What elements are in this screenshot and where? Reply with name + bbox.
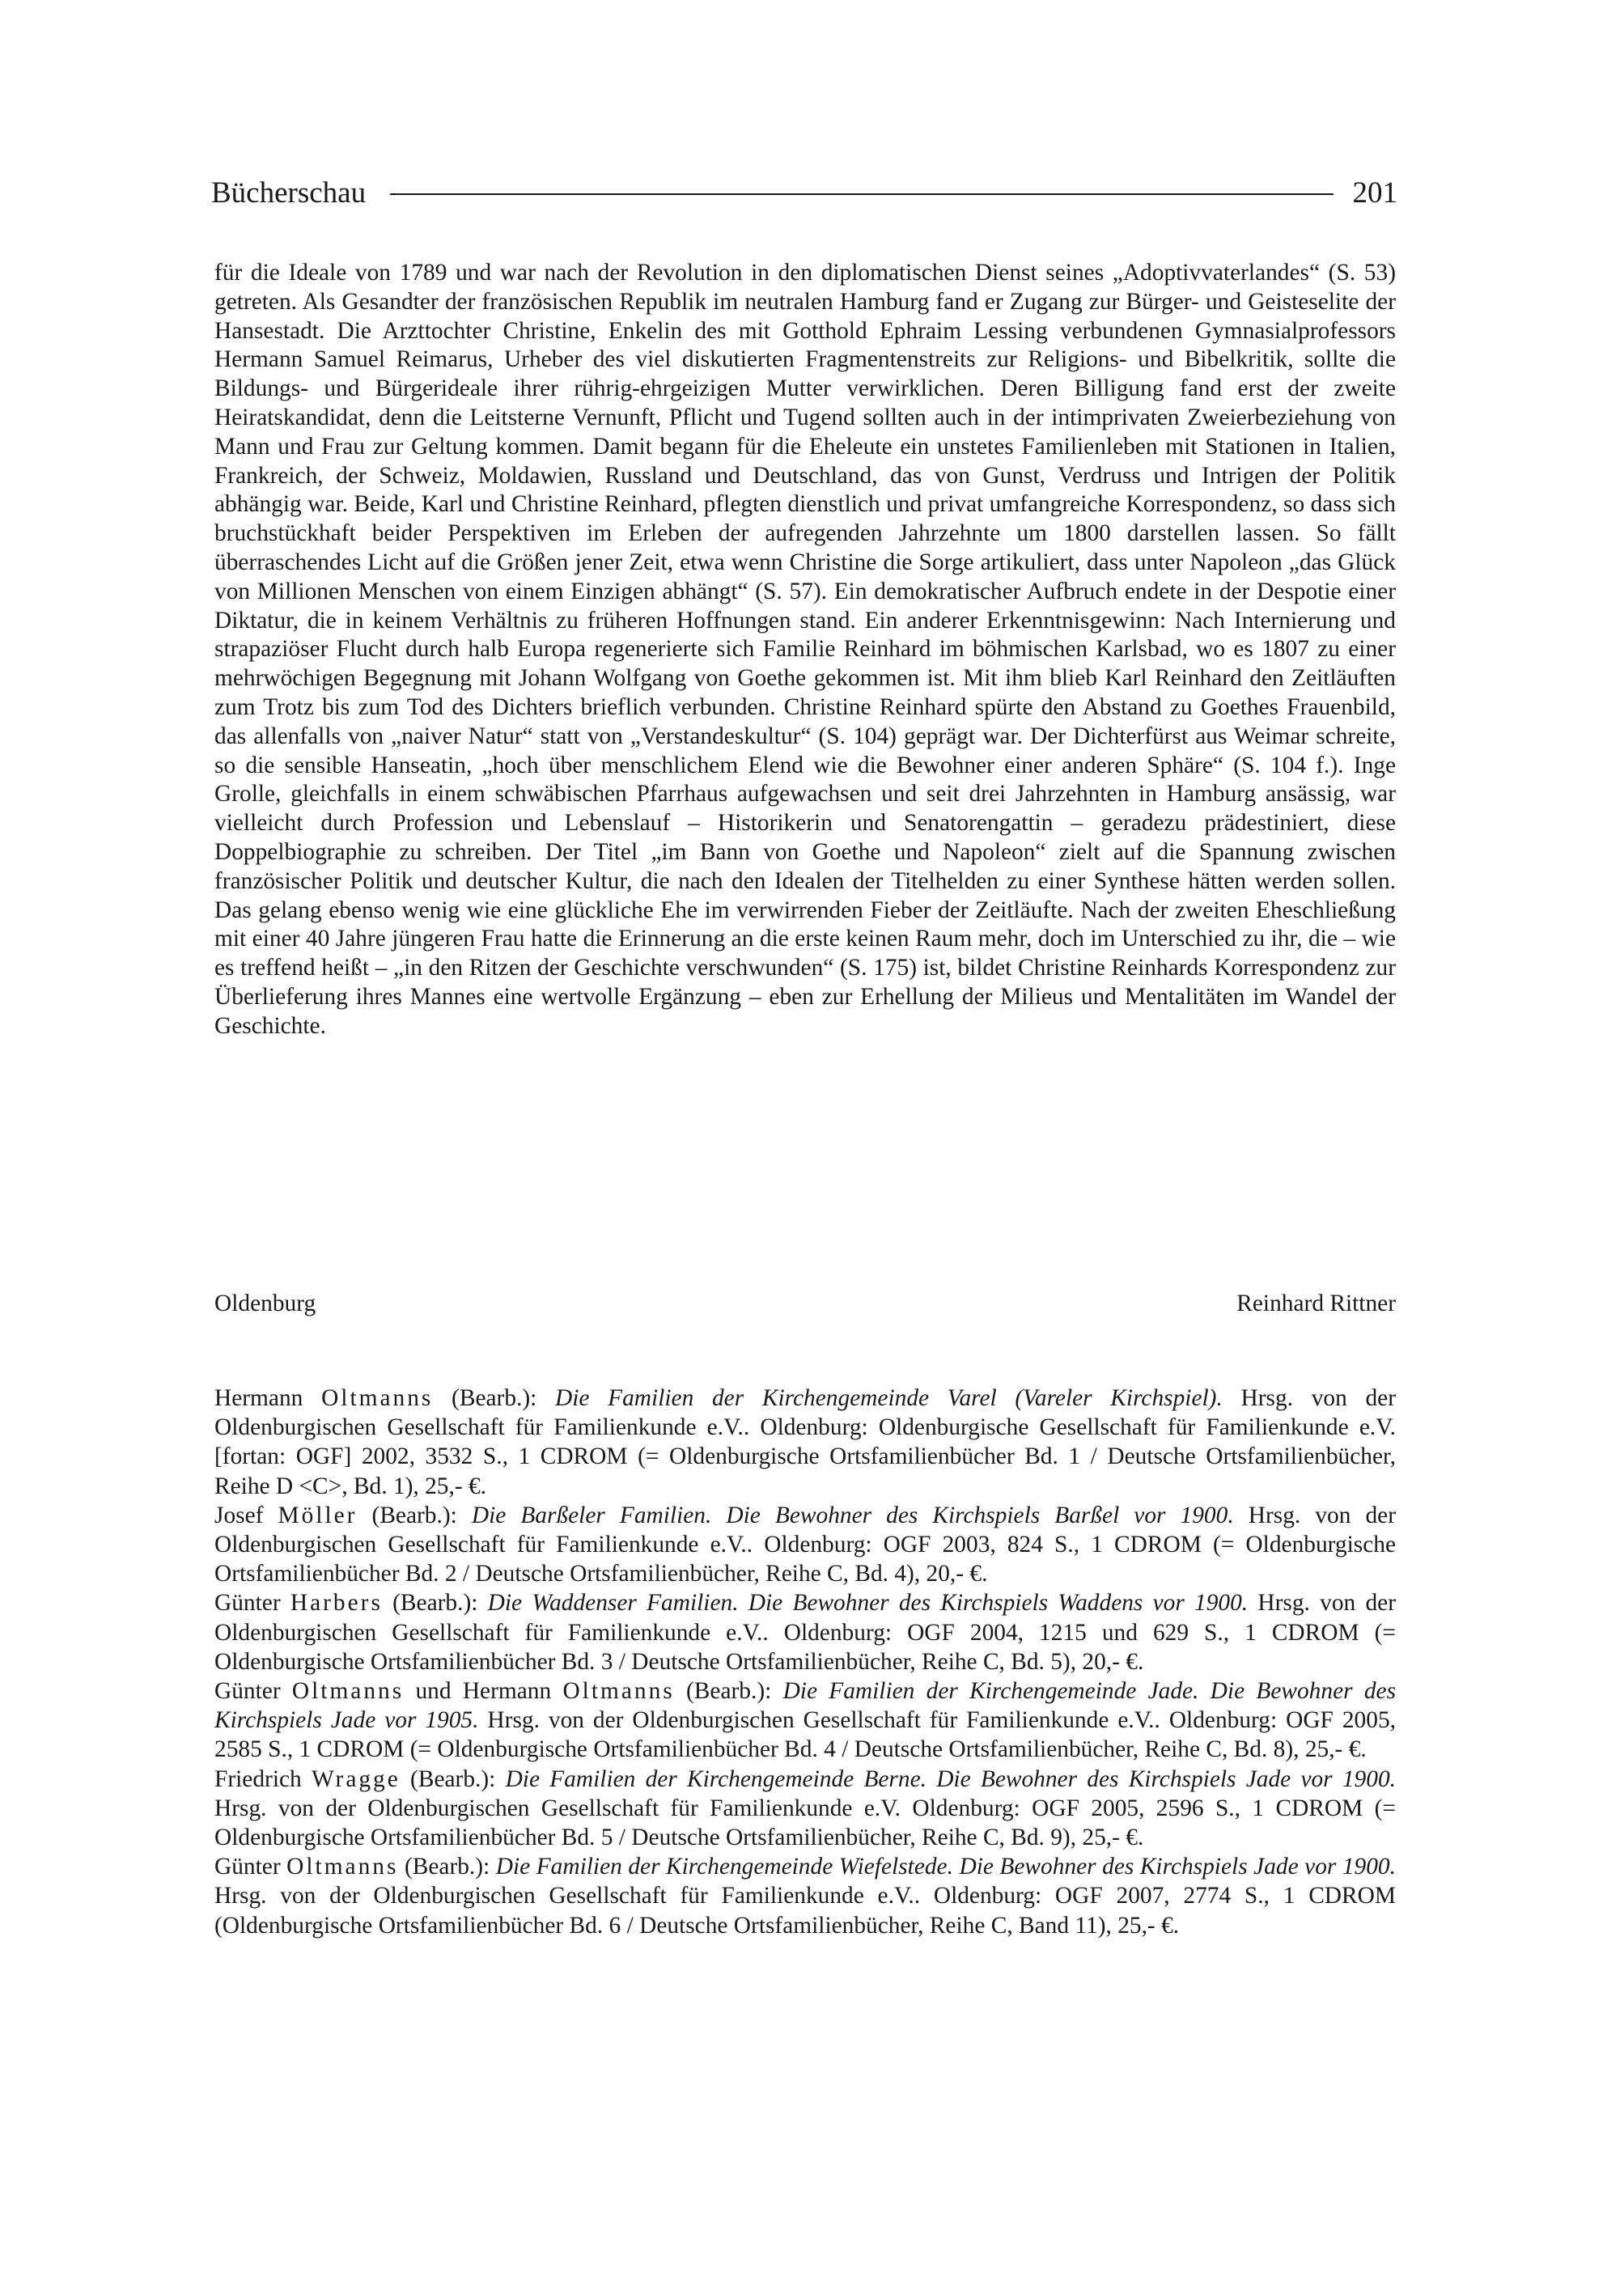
review-signature <box>214 1289 1396 1318</box>
editor-first-name: Josef <box>214 1502 278 1528</box>
editor-surname: Oltmanns <box>291 1678 405 1705</box>
editor-role: (Bearb.): <box>357 1502 472 1528</box>
book-title: Die Waddenser Familien. Die Bewohner des Kirchspiels Waddens vor 1900. <box>487 1590 1249 1617</box>
book-title: Die Barßeler Familien. Die Bewohner des Kirchspiels Barßel vor 1900. <box>471 1502 1234 1528</box>
editor-role: (Bearb.): <box>433 1385 556 1411</box>
editor-first-name: Günter <box>214 1678 292 1705</box>
editor-first-name: Günter <box>214 1590 290 1617</box>
book-title: Die Familien der Kirchengemeinde Berne. Die Bewohner des Kirchspiels Jade vor 1900. <box>505 1765 1396 1792</box>
editor-first-name: Friedrich <box>214 1765 312 1792</box>
bibliography-entry <box>214 1501 1396 1589</box>
publication-details: Hrsg. von der Oldenburgischen Gesellschaft für Familienkunde e.V.. Oldenburg: OGF 2004, 1215 und 629 S., 1 CDROM (= Oldenburgische Ortsfamilienbücher Bd. 3 / Deutsche Ortsfamilienbücher, Reihe C, Bd. 5), 20,- €. <box>214 1590 1396 1675</box>
publication-details: Hrsg. von der Oldenburgischen Gesellschaft für Familienkunde e.V.. Oldenburg: OGF 2005, 2585 S., 1 CDROM (= Oldenburgische Ortsfamilienbücher Bd. 4 / Deutsche Ortsfamilienbücher, Reihe C, Bd. 8), 25,- €. <box>214 1707 1396 1763</box>
editor-role: (Bearb.): <box>674 1678 783 1705</box>
bibliography-entry <box>214 1852 1396 1940</box>
book-title: Die Familien der Kirchengemeinde Jade. Die Bewohner des Kirchspiels Jade vor 1905. <box>214 1678 1397 1734</box>
header-rule <box>390 193 1333 195</box>
running-header <box>211 172 1397 214</box>
editor-surname: Oltmanns <box>321 1385 434 1411</box>
editor-surname: Harbers <box>290 1590 383 1617</box>
bibliography-entry <box>214 1588 1396 1676</box>
review-author: Reinhard Rittner <box>1236 1291 1396 1316</box>
editor-surname: Wragge <box>311 1765 401 1792</box>
bibliography-list <box>214 1384 1396 1940</box>
review-place: Oldenburg <box>214 1291 316 1316</box>
page-number: 201 <box>1352 176 1397 210</box>
bibliography-entry <box>214 1765 1396 1853</box>
bibliography-entry <box>214 1676 1396 1765</box>
editor-role: (Bearb.): <box>382 1590 488 1617</box>
editor-surname: Möller <box>278 1502 358 1528</box>
publication-details: Hrsg. von der Oldenburgischen Gesellschaft für Familienkunde e.V.. Oldenburg: Oldenburgische Gesellschaft für Familienkunde e.V. [fortan: OGF] 2002, 3532 S., 1 CDROM (= Oldenburgische Ortsfamilienbücher Bd. 1 / Deutsche Ortsfamilienbücher, Reihe D <C>, Bd. 1), 25,- €. <box>214 1385 1397 1499</box>
editor-conjunction: und Hermann <box>404 1678 563 1705</box>
book-title: Die Familien der Kirchengemeinde Wiefelstede. Die Bewohner des Kirchspiels Jade vor 1900. <box>495 1854 1396 1880</box>
editor-surname: Oltmanns <box>286 1854 399 1880</box>
review-body: für die Ideale von 1789 und war nach der Revolution in den diplomatischen Dienst seines „Adoptivvaterlandes“ (S. 53) getreten. Als Gesandter der französischen Republik im neutralen Hamburg fand er Zugang zur Bürger- und Geisteselite der Hansestadt. Die Arzttochter Christine, Enkelin des mit Gotthold Ephraim Lessing verbundenen Gymnasialprofessors Hermann Samuel Reimarus, Urheber des viel diskutierten Fragmentenstreits zur Religions- und Bibelkritik, sollte die Bildungs- und Bürgerideale ihrer rührig-ehrgeizigen Mutter verwirklichen. Deren Billigung fand erst der zweite Heiratskandidat, denn die Leitsterne Vernunft, Pflicht und Tugend sollten auch in der intimprivaten Zweierbeziehung von Mann und Frau zur Geltung kommen. Damit begann für die Eheleute ein unstetes Familienleben mit Stationen in Italien, Frankreich, der Schweiz, Moldawien, Russland und Deutschland, das von Gunst, Verdruss und Intrigen der Politik abhängig war. Beide, Karl und Christine Reinhard, pflegten dienstlich und privat umfangreiche Korrespondenz, so dass sich bruchstückhaft beider Perspektiven im Erleben der aufregenden Jahrzehnte um 1800 darstellen lassen. So fällt überraschendes Licht auf die Größen jener Zeit, etwa wenn Christine die Sorge artikuliert, dass unter Napoleon „das Glück von Millionen Menschen von einem Einzigen abhängt“ (S. 57). Ein demokratischer Aufbruch endete in der Despotie einer Diktatur, die in keinem Verhältnis zu früheren Hoffnungen stand. Ein anderer Erkenntnisgewinn: Nach Internierung und strapaziöser Flucht durch halb Europa regenerierte sich Familie Reinhard im böhmischen Karlsbad, wo es 1807 zu einer mehrwöchigen Begegnung mit Johann Wolfgang von Goethe gekommen ist. Mit ihm blieb Karl Reinhard den Zeitläuften zum Trotz bis zum Tod des Dichters brieflich verbunden. Christine Reinhard spürte den Abstand zu Goethes Frauenbild, das allenfalls von „naiver Natur“ statt von „Verstandeskultur“ (S. 104) geprägt war. Der Dichterfürst aus Weimar schreite, so die sensible Hanseatin, „hoch über menschlichem Elend wie die Bewohner einer anderen Sphäre“ (S. 104 f.). Inge Grolle, gleichfalls in einem schwäbischen Pfarrhaus aufgewachsen und seit drei Jahrzehnten in Hamburg ansässig, war vielleicht durch Profession und Lebenslauf – Historikerin und Senatorengattin – geradezu prädestiniert, diese Doppelbiographie zu schreiben. Der Titel „im Bann von Goethe und Napoleon“ zielt auf die Spannung zwischen französischer Politik und deutscher Kultur, die nach den Idealen der Titelhelden zu einer Synthese hätten werden sollen. Das gelang ebenso wenig wie eine glückliche Ehe im verwirrenden Fieber der Zeitläufte. Nach der zweiten Eheschließung mit einer 40 Jahre jüngeren Frau hatte die Erinnerung an die erste keinen Raum mehr, doch im Unterschied zu ihr, die – wie es treffend heißt – „in den Ritzen der Geschichte verschwunden“ (S. 175) ist, bildet Christine Reinhards Korrespondenz zur Überlieferung ihres Mannes eine wertvolle Ergänzung – eben zur Erhellung der Milieus und Mentalitäten im Wandel der Geschichte. <box>214 260 1396 1039</box>
publication-details: Hrsg. von der Oldenburgischen Gesellschaft für Familienkunde e.V.. Oldenburg: OGF 2003, 824 S., 1 CDROM (= Oldenburgische Ortsfamilienbücher Bd. 2 / Deutsche Ortsfamilienbücher, Reihe C, Bd. 4), 20,- €. <box>214 1502 1396 1587</box>
editor-surname: Oltmanns <box>562 1678 675 1705</box>
section-title: Bücherschau <box>211 176 367 210</box>
editor-role: (Bearb.): <box>400 1765 506 1792</box>
bibliography-entry <box>214 1384 1396 1501</box>
book-title: Die Familien der Kirchengemeinde Varel (Vareler Kirchspiel). <box>555 1385 1223 1411</box>
editor-first-name: Günter <box>214 1854 287 1880</box>
publication-details: Hrsg. von der Oldenburgischen Gesellschaft für Familienkunde e.V. Oldenburg: OGF 2005, 2596 S., 1 CDROM (= Oldenburgische Ortsfamilienbücher Bd. 5 / Deutsche Ortsfamilienbücher, Reihe C, Bd. 9), 25,- €. <box>214 1795 1396 1851</box>
editor-role: (Bearb.): <box>398 1854 496 1880</box>
publication-details: Hrsg. von der Oldenburgischen Gesellschaft für Familienkunde e.V.. Oldenburg: OGF 2007, 2774 S., 1 CDROM (Oldenburgische Ortsfamilienbücher Bd. 6 / Deutsche Ortsfamilienbücher, Reihe C, Band 11), 25,- €. <box>214 1883 1396 1939</box>
editor-first-name: Hermann <box>214 1385 322 1411</box>
